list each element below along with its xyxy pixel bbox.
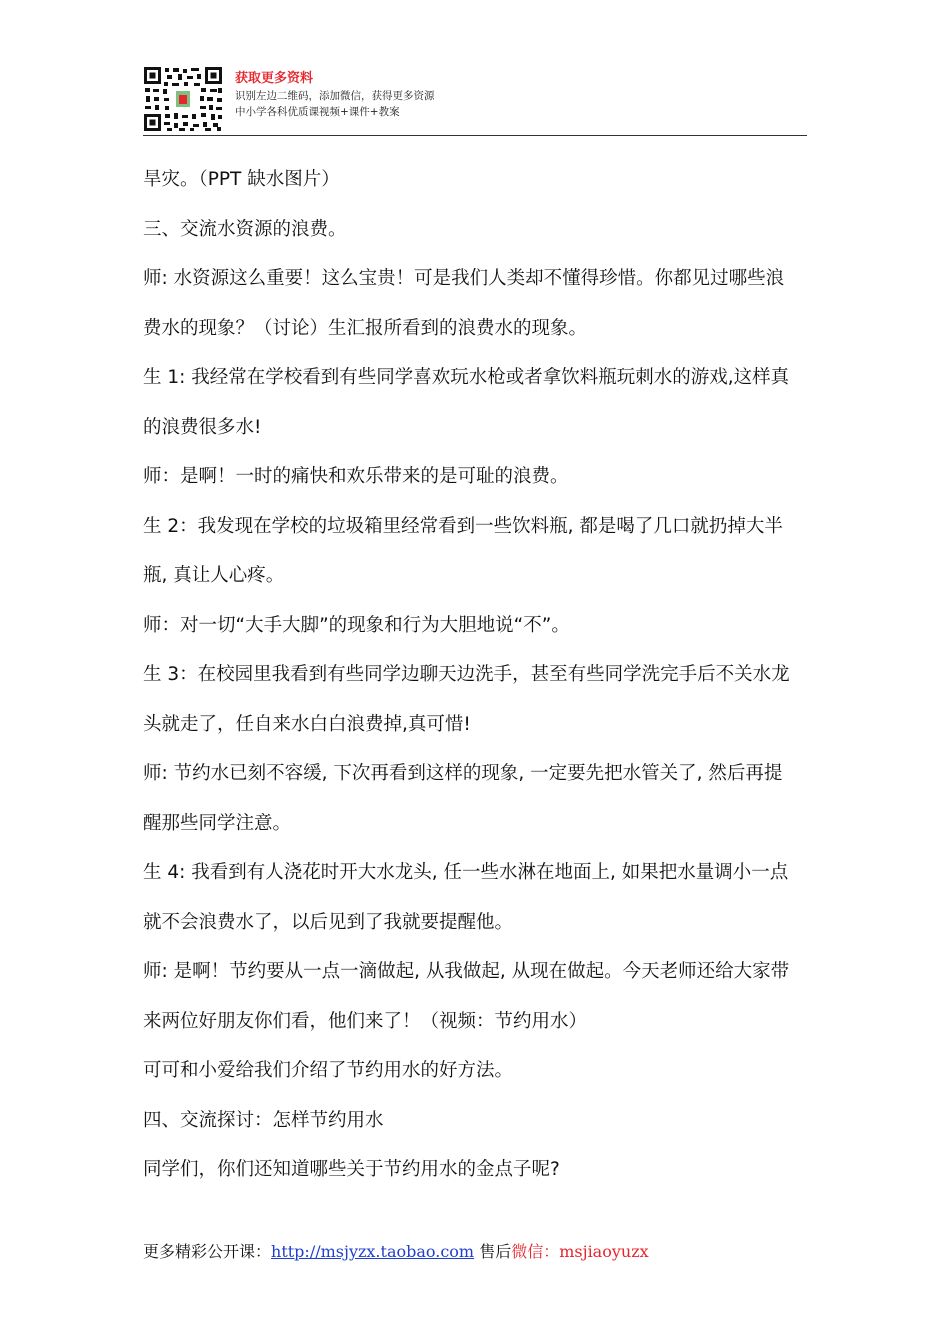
footer-wechat-label: 微信： (511, 1242, 560, 1261)
paragraph-line: 师：是啊！一时的痛快和欢乐带来的是可耻的浪费。 (143, 466, 569, 487)
header-line-2: 中小学各科优质课视频+课件+教案 (235, 106, 400, 118)
footer-middle: 售后 (474, 1242, 512, 1261)
paragraph-line: 旱灾。（PPT 缺水图片） (143, 169, 340, 190)
paragraph-line: 的浪费很多水! (143, 416, 262, 438)
paragraph-line: 同学们，你们还知道哪些关于节约用水的金点子呢? (143, 1159, 560, 1180)
footer-prefix: 更多精彩公开课： (143, 1242, 272, 1261)
paragraph-line: 就不会浪费水了，以后见到了我就要提醒他。 (143, 911, 514, 933)
paragraph-line: 师：对一切“大手大脚”的现象和行为大胆地说“不”。 (143, 614, 570, 636)
footer-shop-link[interactable]: http://msjyzx.taobao.com (271, 1242, 475, 1261)
footer-wechat-id: msjiaoyuzx (559, 1242, 649, 1261)
paragraph-line: 瓶, 真让人心疼。 (143, 565, 285, 586)
paragraph-line: 生 1: 我经常在学校看到有些同学喜欢玩水枪或者拿饮料瓶玩刺水的游戏,这样真 (143, 367, 790, 388)
page-header (143, 66, 807, 136)
paragraph-line: 醒那些同学注意。 (143, 812, 292, 834)
paragraph-line: 生 3：在校园里我看到有些同学边聊天边洗手，甚至有些同学洗完手后不关水龙 (143, 664, 790, 685)
section-heading: 四、交流探讨：怎样节约用水 (143, 1109, 384, 1131)
header-title: 获取更多资料 (235, 71, 314, 86)
header-line-1: 识别左边二维码，添加微信，获得更多资源 (235, 90, 435, 102)
document-body (143, 155, 811, 1195)
paragraph-line: 生 2：我发现在学校的垃圾箱里经常看到一些饮料瓶, 都是喝了几口就扔掉大半 (143, 515, 783, 537)
paragraph-line: 头就走了，任自来水白白浪费掉,真可惜! (143, 713, 471, 735)
paragraph-line: 来两位好朋友你们看，他们来了！（视频：节约用水） (143, 1010, 588, 1032)
paragraph-line: 师: 水资源这么重要！这么宝贵！可是我们人类却不懂得珍惜。你都见过哪些浪 (143, 268, 785, 289)
paragraph-line: 师: 是啊！节约要从一点一滴做起, 从我做起, 从现在做起。今天老师还给大家带 (143, 961, 790, 982)
paragraph-line: 师: 节约水已刻不容缓, 下次再看到这样的现象, 一定要先把水管关了, 然后再提 (143, 763, 783, 784)
paragraph-line: 生 4: 我看到有人浇花时开大水龙头, 任一些水淋在地面上, 如果把水量调小一点 (143, 862, 789, 883)
header-divider (143, 135, 807, 136)
paragraph-line: 可可和小爱给我们介绍了节约用水的好方法。 (143, 1060, 514, 1081)
qr-code-icon (143, 66, 223, 132)
section-heading: 三、交流水资源的浪费。 (143, 218, 347, 240)
paragraph-line: 费水的现象？（讨论）生汇报所看到的浪费水的现象。 (143, 317, 588, 339)
page-footer (143, 1240, 649, 1264)
